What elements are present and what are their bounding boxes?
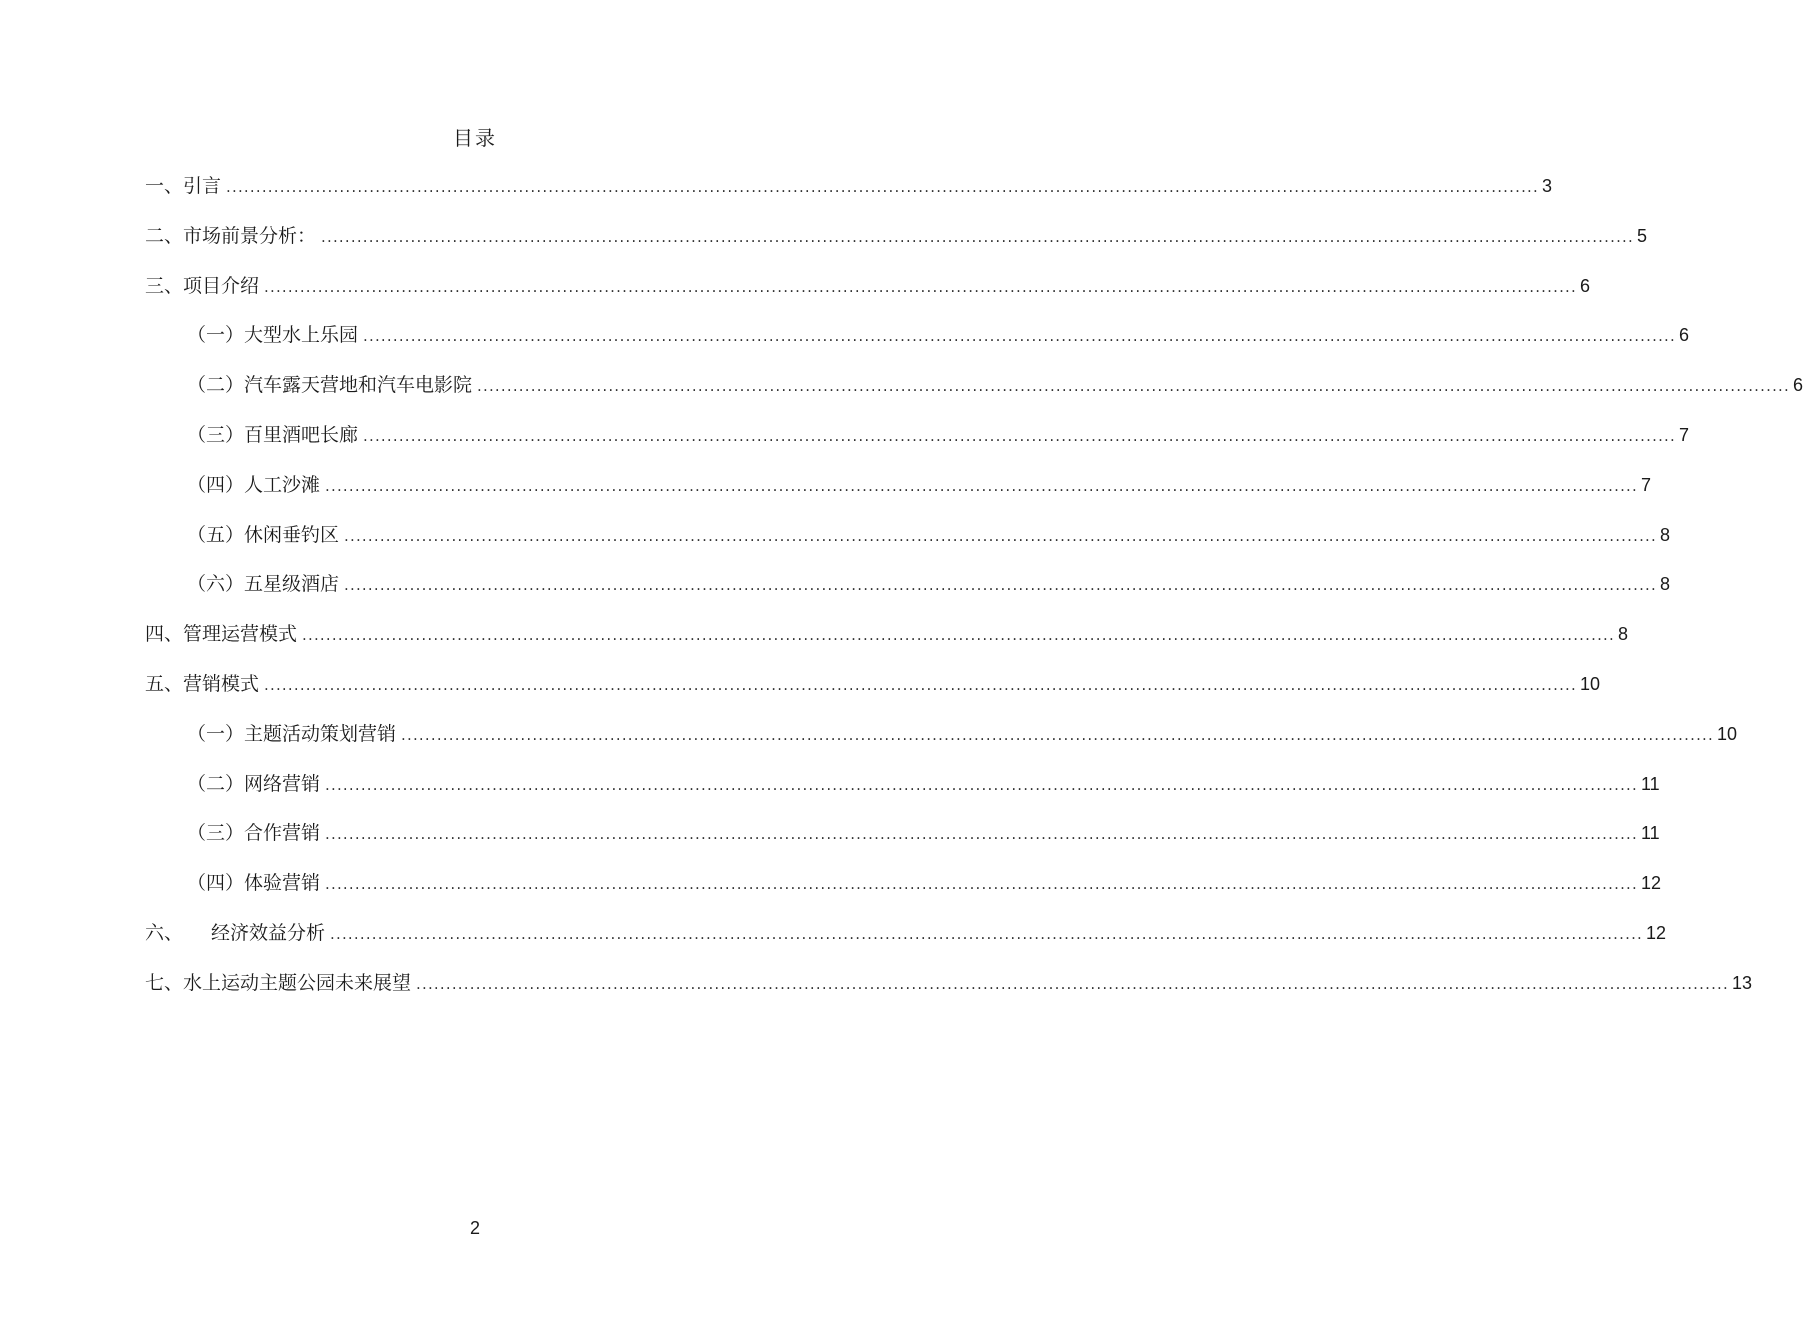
toc-entry-label xyxy=(145,168,221,204)
toc-dot-leader: ............................................................................................................................................................................................................................ xyxy=(344,576,1657,595)
toc-entry[interactable] xyxy=(145,218,1648,268)
toc-entry[interactable] xyxy=(145,566,1671,616)
toc-entry[interactable] xyxy=(145,417,1690,467)
toc-entry[interactable] xyxy=(145,716,1738,766)
toc-entry-title-suffix: 经济效益分析 xyxy=(211,921,326,944)
toc-dot-leader: ............................................................................................................................................................................................................................ xyxy=(477,377,1790,396)
toc-dot-leader: ............................................................................................................................................................................................................................ xyxy=(344,526,1657,545)
toc-dot-leader: ............................................................................................................................................................................................................................ xyxy=(416,974,1729,993)
toc-entry-label xyxy=(187,766,320,802)
toc-dot-leader: ............................................................................................................................................................................................................................ xyxy=(325,875,1638,894)
toc-entry-page: 6 xyxy=(1679,325,1690,346)
toc-entry-page: 8 xyxy=(1618,624,1629,645)
toc-entry-label xyxy=(187,467,320,503)
toc-entry-title: （一）主题活动策划营销 xyxy=(187,722,397,745)
toc-entry-title: 二、市场前景分析： xyxy=(145,224,317,247)
toc-entry-title: （四）体验营销 xyxy=(187,872,321,895)
table-of-contents xyxy=(145,168,1803,1015)
toc-entry-title: 五、营销模式 xyxy=(145,672,260,695)
toc-entry-label xyxy=(187,317,358,353)
toc-entry-page: 10 xyxy=(1580,673,1601,694)
toc-dot-leader: ............................................................................................................................................................................................................................ xyxy=(363,426,1676,445)
toc-entry[interactable] xyxy=(145,467,1652,517)
toc-dot-leader: ............................................................................................................................................................................................................................ xyxy=(325,476,1638,495)
toc-dot-leader: ............................................................................................................................................................................................................................ xyxy=(330,924,1644,943)
toc-entry-title: 三、项目介绍 xyxy=(145,274,260,297)
toc-entry-title: （四）人工沙滩 xyxy=(187,473,321,496)
toc-dot-leader: ............................................................................................................................................................................................................................ xyxy=(264,675,1577,694)
toc-entry-page: 10 xyxy=(1717,723,1738,744)
toc-dot-leader: ............................................................................................................................................................................................................................ xyxy=(401,725,1714,744)
toc-entry-label xyxy=(145,666,259,702)
toc-entry-title: （五）休闲垂钓区 xyxy=(187,523,340,546)
toc-entry-page: 12 xyxy=(1646,922,1667,943)
toc-entry-page: 12 xyxy=(1641,873,1662,894)
toc-entry[interactable] xyxy=(145,865,1662,915)
toc-entry[interactable] xyxy=(145,268,1591,318)
toc-entry[interactable] xyxy=(145,517,1671,567)
toc-dot-leader: ............................................................................................................................................................................................................................ xyxy=(264,277,1577,296)
toc-entry-label xyxy=(187,417,358,453)
toc-dot-leader: ............................................................................................................................................................................................................................ xyxy=(302,626,1615,645)
toc-entry-label xyxy=(187,865,320,901)
toc-dot-leader: ............................................................................................................................................................................................................................ xyxy=(363,327,1676,346)
toc-entry-page: 7 xyxy=(1641,474,1652,495)
toc-entry-title: 六、 xyxy=(145,921,184,944)
toc-entry-title: 七、水上运动主题公园未来展望 xyxy=(145,971,412,994)
toc-entry-title: （三）百里酒吧长廊 xyxy=(187,423,359,446)
toc-entry-label xyxy=(145,268,259,304)
toc-entry-label xyxy=(187,566,339,602)
toc-entry[interactable] xyxy=(145,766,1660,816)
toc-entry-label xyxy=(145,616,297,652)
toc-dot-leader: ............................................................................................................................................................................................................................ xyxy=(325,775,1638,794)
toc-entry-label xyxy=(187,716,396,752)
toc-entry[interactable] xyxy=(145,965,1753,1015)
toc-entry[interactable] xyxy=(145,815,1660,865)
toc-entry-page: 11 xyxy=(1641,773,1660,794)
toc-entry-title: （二）汽车露天营地和汽车电影院 xyxy=(187,374,473,397)
toc-entry-page: 13 xyxy=(1732,972,1753,993)
toc-entry-title: （一）大型水上乐园 xyxy=(187,324,359,347)
toc-entry-title: （三）合作营销 xyxy=(187,822,321,845)
toc-entry[interactable] xyxy=(145,666,1601,716)
toc-entry-page: 5 xyxy=(1637,225,1648,246)
toc-entry[interactable] xyxy=(145,915,1667,965)
toc-dot-leader: ............................................................................................................................................................................................................................ xyxy=(321,227,1634,246)
page-number: 2 xyxy=(469,1218,480,1238)
toc-entry-page: 8 xyxy=(1660,524,1671,545)
toc-entry-page: 6 xyxy=(1793,375,1803,396)
toc-entry-title: （六）五星级酒店 xyxy=(187,573,340,596)
toc-entry-page: 3 xyxy=(1542,176,1553,196)
toc-entry-title: 一、引言 xyxy=(145,175,222,197)
toc-entry[interactable] xyxy=(145,168,1553,218)
toc-entry-label xyxy=(145,915,325,951)
toc-entry-label xyxy=(145,965,411,1001)
toc-entry-label xyxy=(187,517,339,553)
toc-entry-page: 11 xyxy=(1641,823,1660,844)
toc-entry[interactable] xyxy=(145,616,1629,666)
toc-entry-title: 四、管理运营模式 xyxy=(145,623,298,646)
toc-entry-label xyxy=(187,815,320,851)
toc-entry[interactable] xyxy=(145,367,1803,417)
toc-title: 目录 xyxy=(453,126,497,150)
toc-entry[interactable] xyxy=(145,317,1690,367)
toc-entry-page: 6 xyxy=(1580,275,1591,296)
toc-entry-page: 7 xyxy=(1679,424,1690,445)
toc-entry-title: （二）网络营销 xyxy=(187,772,321,795)
toc-entry-label xyxy=(187,367,472,403)
toc-entry-label xyxy=(145,218,316,254)
toc-dot-leader: ............................................................................................................................................................................................................................ xyxy=(325,825,1638,844)
toc-entry-page: 8 xyxy=(1660,574,1671,595)
toc-dot-leader: ............................................................................................................................................................................................................................ xyxy=(226,178,1539,196)
